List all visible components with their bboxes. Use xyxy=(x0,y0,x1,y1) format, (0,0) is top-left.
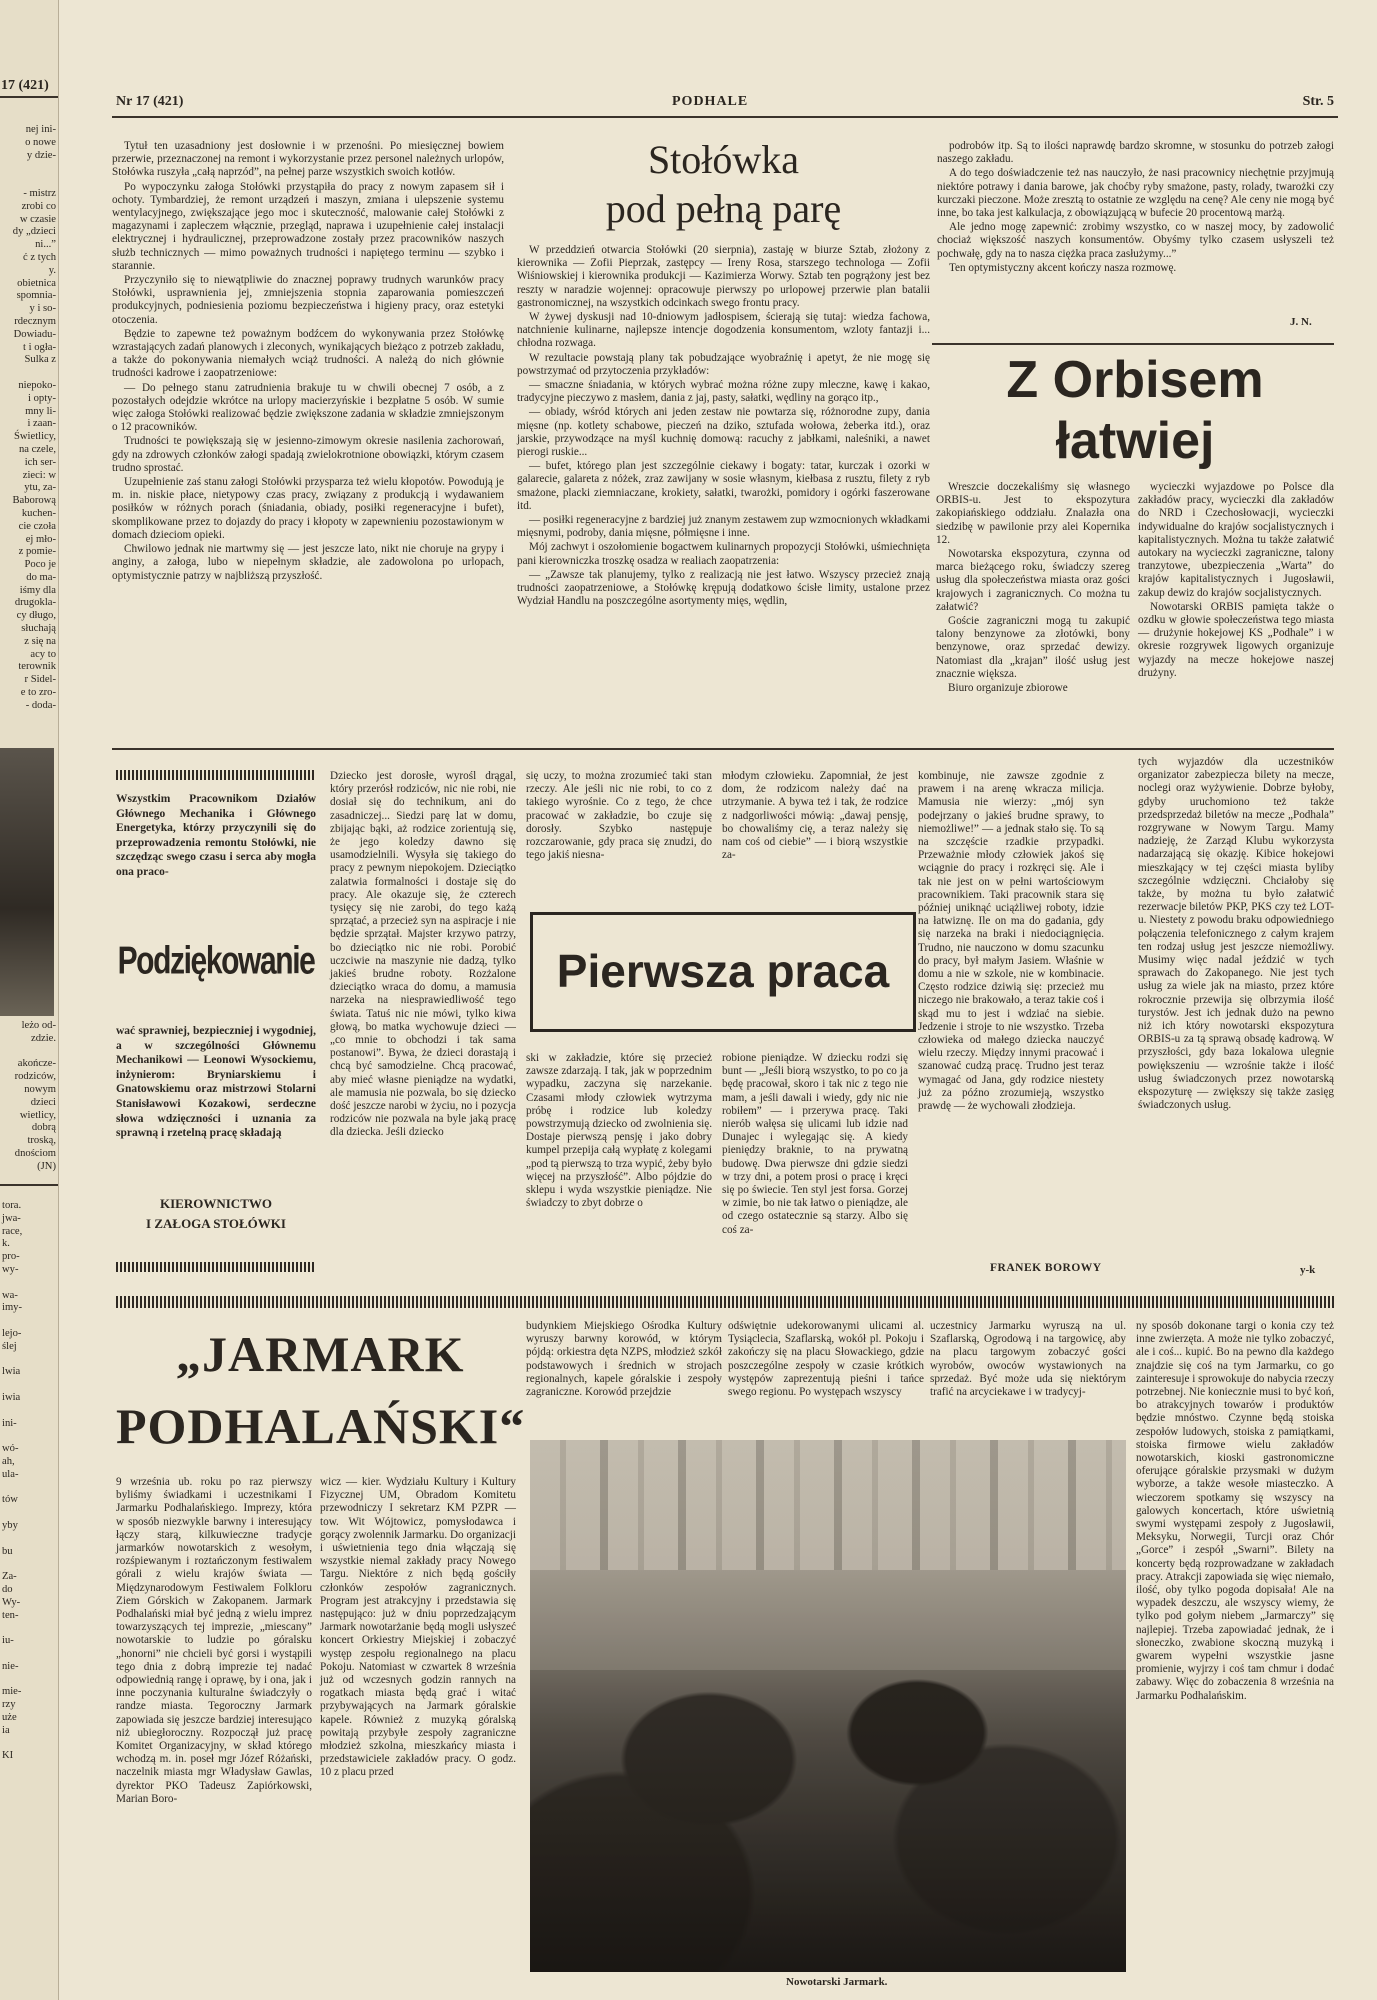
strip-line: Wy- xyxy=(2,1596,21,1608)
paragraph: wycieczki wyjazdowe po Polsce dla zakładów pracy, wycieczki dla zakładów do NRD i Czechosłowacji, wycieczki indywidualne do krajów socjalistycznych i kapitalistycznych. Można tu także załatwić autokary na wycieczki zagraniczne, talony tranzytowe, ubezpieczenia „Warta” do krajów kapitalistycznych i Jugosławii, zakup dewiz do krajów socjalistycznych. xyxy=(1138,481,1334,599)
paragraph: Trudności te powiększają się w jesienno-zimowym okresie nasilenia zachorowań, gdy na zdrowych członków załogi spadają zwielokrotnione obowiązki, którym czasem trudno sprostać. xyxy=(112,435,504,474)
paragraph: W żywej dyskusji nad 10-dniowym jadłospisem, ścierają się tutaj: wiedza fachowa, natchnienie kulinarne, najlepsze intencje dogodzenia konsumentom, wzloty fantazji i... chłodna rozwaga. xyxy=(517,311,930,350)
page-header xyxy=(116,94,1334,116)
strip-line xyxy=(2,1507,56,1520)
strip-line: ula- xyxy=(2,1468,19,1480)
strip-line: spomnia- xyxy=(16,290,56,302)
strip-line xyxy=(2,1277,56,1290)
strip-line: i zaan- xyxy=(27,418,56,430)
orbis-top-rule xyxy=(932,343,1334,345)
left-page-strip xyxy=(0,0,59,2000)
jarmark-photo xyxy=(530,1440,1126,1972)
strip-line: mie- xyxy=(2,1686,22,1698)
orbis-column-1 xyxy=(936,481,1130,739)
strip-line: troską, xyxy=(27,1135,56,1147)
strip-line xyxy=(2,1648,56,1661)
paragraph: Będzie to zapewne też poważnym bodźcem do wykonywania przez Stołówkę wzrastających zadań planowych i zleconych, wynikających bieżąco z potrzeb zakładu, a także do pokonywania niemałych wciąż trudności. A należą do nich głównie trudności kadrowe i zaopatrzeniowe: xyxy=(112,327,504,380)
jarmark-title-line2: PODHALAŃSKI“ xyxy=(116,1398,526,1454)
pierwsza-column-3a: młodym człowieku. Zapomniał, że jest dom, że rodzicom należy dać na utrzymanie. A bywa też i tak, że rodzice z nadgorliwości mówią: „dawaj pensję, bo chowaliśmy cię, a teraz należy się nam coś od ciebie” — i biorą wszystkie za- xyxy=(722,770,908,862)
paragraph: — Do pełnego stanu zatrudnienia brakuje tu w chwili obecnej 7 osób, a z pozostałych odejdzie wkrótce na urlopy macierzyńskie i bezpłatne 5 osób. W sumie więc załoga Stołówki realizować będzie zwiększone zadania w składzie zmniejszonym o 12 pracowników. xyxy=(112,381,504,434)
strip-line: jwa- xyxy=(2,1212,21,1224)
pierwsza-column-2a: się uczy, to można zrozumieć taki stan rzeczy. Ale jeśli nic nie robi, to co z takiego wyrośnie. Co z tego, że chce pracować w zakładzie, bo czuje się dorosły. Szybko następuje rozczarowanie, gdy praca się znudzi, do tego jakiś niesna- xyxy=(526,770,712,862)
strip-line: cie czoła xyxy=(18,520,56,532)
strip-line xyxy=(2,1315,56,1328)
strip-line: y. xyxy=(48,264,56,276)
pierwsza-title-box xyxy=(530,912,916,1032)
header-rule xyxy=(112,116,1338,118)
strip-line: ia xyxy=(2,1724,10,1736)
strip-line: (JN) xyxy=(37,1160,56,1172)
strip-line: do xyxy=(2,1583,13,1595)
strip-line: y dzie- xyxy=(26,149,56,161)
strip-line xyxy=(2,162,56,175)
jarmark-column-1: 9 września ub. roku po raz pierwszy byliśmy świadkami i uczestnikami I Jarmarku Podhalańskiego. Imprezy, która w sposób niezwykle barwny i interesujący łączy starą, kilkuwieczne tradycje jarmarków nowotarskich z wesołym, rozśpiewanym i roztańczonym festiwalem górali z wielu krajów świata — Międzynarodowym Festiwalem Folkloru Ziem Górskich w Zakopanem. Jarmark Podhalański miał być jedną z wielu imprez towarzyszących tej imprezie, „miescany” nowotarskie to ludzie po góralsku „honorni” nie chcieli być gorsi i wystąpili tego dnia z dobrą imprezie tej nadać odpowiednią rangę i oprawę, by i ona, jak i inne poczynania kulturalne świadczyły o randze miasta. Tegoroczny Jarmark zapowiada się jeszcze bardziej interesująco niż ubiegłoroczny. Rozpoczął już pracę Komitet Organizacyjny, w skład którego wchodzą m. in. poseł mgr Józef Różański, naczelnik miasta mgr Władysław Gawlas, dyrektor PKO Tadeusz Zapiórkowski, Marian Boro- xyxy=(116,1476,312,1805)
left-page-text-mid xyxy=(2,1020,56,1180)
strip-line xyxy=(2,1354,56,1367)
stolowka-title-line2: pod pełną parę xyxy=(605,186,842,231)
pierwsza-column-3b: robione pieniądze. W dziecku rodzi się bunt — „Jeśli biorą wszystko, to po co ja będę pracował, skoro i tak nic z tego nie mam, a jeśli dawali i wiedy, gdy nic nie robiłem” — i przerywa pracę. Taki nierób wałęsa się ulicami lub idzie nad Dunajec i wylegając się. A kiedy pieniędzy braknie, to na prywatną budowę. Dwa pierwsze dni gdzie siedzi w trzy dni, a potem prosi o pracę i kręci się po świecie. Ten styl jest forsa. Gorzej w zimie, bo nie tak łatwo o pieniądze, ale od czego ostatecznie są starzy. Albo się coś za- xyxy=(722,1052,908,1236)
left-page-photo xyxy=(0,748,54,1016)
paragraph: Ten optymistyczny akcent kończy nasza rozmowę. xyxy=(949,261,1177,274)
stolowka-title xyxy=(517,136,930,236)
podziekowanie-bottom-stripes xyxy=(116,1262,316,1272)
strip-line: t i ogła- xyxy=(23,341,56,353)
strip-line: wy- xyxy=(2,1263,19,1275)
paragraph: — obiady, wśród których ani jeden zestaw nie powtarza się, różnorodne zupy, dania mięsne (np. kotlety schabowe, pieczeń na dziko, sztufada wołowa, żeberka itd.), oraz jarskie, przywodzące na myśl kuchnię domową: racuchy z jabłkami, naleśniki, a nawet pierogi ruskie... xyxy=(517,406,930,459)
podziekowanie-signature-1: KIEROWNICTWO xyxy=(160,1196,272,1211)
strip-line: i opty- xyxy=(28,392,56,404)
strip-line: dzieci xyxy=(30,1096,56,1108)
strip-line: rzy xyxy=(2,1699,16,1711)
jarmark-photo-crowd xyxy=(530,1670,1126,1972)
stolowka-column-1 xyxy=(112,140,504,740)
strip-line: ej mło- xyxy=(25,533,56,545)
strip-line: r Sidel- xyxy=(24,674,56,686)
strip-line xyxy=(2,1673,56,1686)
strip-line: słuchają xyxy=(21,623,56,635)
strip-line: tów xyxy=(2,1494,18,1506)
strip-line: w czasie xyxy=(19,213,56,225)
paragraph: Biuro organizuje zbiorowe xyxy=(948,682,1068,695)
paragraph: — „Zawsze tak planujemy, tylko z realizacją nie jest łatwo. Wszyscy przecież znają trudności zaopatrzeniowe, a Stołówkę krępują dodatkowo ścisłe limity, ustalone przez Wydział Handlu na poszczególne asortymenty mięs, wędlin, xyxy=(517,568,930,608)
stolowka-title-line1: Stołówka xyxy=(647,137,800,182)
strip-line: nowym xyxy=(24,1083,56,1095)
strip-line: Za- xyxy=(2,1571,17,1583)
strip-line: ten- xyxy=(2,1609,19,1621)
strip-line: Sulka z xyxy=(24,354,56,366)
orbis-title xyxy=(936,350,1334,474)
jarmark-photo-buildings xyxy=(530,1440,1126,1570)
strip-line: Poco je xyxy=(24,559,56,571)
strip-line: zieci: w xyxy=(22,469,56,481)
strip-line: y i so- xyxy=(29,303,56,315)
podziekowanie-title: Podziękowanie xyxy=(117,939,315,983)
strip-line: uże xyxy=(2,1711,17,1723)
strip-line: mny li- xyxy=(25,405,56,417)
strip-line: e to zro- xyxy=(20,687,56,699)
strip-line: cy długo, xyxy=(16,610,56,622)
strip-line: - doda- xyxy=(25,699,56,711)
paragraph: A do tego doświadczenie też nas nauczyło, że nasi pracownicy niechętnie przyjmują niektóre potrawy i dania barowe, jak choćby ryby smażone, pasty, rolady, twarożki czy kurczaki pieczone. Może zresztą to ostatnie ze względu na cenę? Ale ceny nie mogą być inne, bo taka jest kalkulacja, z obowiązującą w bufecie 20 procentową marżą. xyxy=(937,167,1334,220)
strip-line: leżo od- xyxy=(21,1020,56,1031)
strip-line: ć z tych xyxy=(23,251,56,263)
pierwsza-column-2b: ski w zakładzie, które się przecież zawsze zdarzają. I tak, jak w poprzednim wypadku, zaczyna się narzekanie. Czasami młody człowiek wytrzyma próbę i rodzice lub koledzy powstrzymują dziecko od zwolnienia się. Dostaje pierwszą pensję i jako dobry kumpel przepija całą wypłatę z kolegami „pod tą pierwszą to trza wypić, żeby było więcej na przyszłość”. Albo pójdzie do sklepu i wyda wszystkie pieniądze. Nie świadczy to zbyt dobrze o xyxy=(526,1052,712,1210)
paragraph: Przyczyniło się to niewątpliwie do znacznej poprawy trudnych warunków pracy Stołówki, usprawnienia jej, zmniejszenia stopnia zaparowania pomieszczeń produkcyjnych, podniesienia poziomu bezpieczeństwa i higieny pracy, oraz estetyki otoczenia. xyxy=(112,274,504,326)
left-page-text-low xyxy=(2,1200,56,1920)
left-page-header: 17 (421) xyxy=(1,78,49,93)
stolowka-article xyxy=(112,126,932,740)
strip-line: kuchen- xyxy=(21,507,56,519)
podziekowanie-box xyxy=(116,760,316,1272)
strip-line: iśmy dla xyxy=(19,584,56,596)
strip-line: na czele, xyxy=(18,443,56,455)
jarmark-column-2: wicz — kier. Wydziału Kultury i Kultury Fizycznej UM, Obradom Komitetu przewodniczy I sekretarz KM PZPR — tow. Wit Wójtowicz, pomysłodawca i gorący zwolennik Jarmarku. Do organizacji i uświetnienia tego dnia włączają się wszystkie niemal zakłady pracy Nowego Targu. Niektóre z nich będą gościły członków zespołów zagranicznych. Program jest atrakcyjny i przedstawia się następująco: już w dniu poprzedzającym Jarmark nowotarżanie będą mogli usłyszeć koncert Orkiestry Miejskiej i zobaczyć występ zespołu regionalnego na placu Pokoju. Natomiast w czwartek 8 września już od wczesnych godzin rannych na rogatkach miasta będą grać i witać przybywających na Jarmark góralskie kapele. Również z muzyką góralską powitają przybyłe zespoły zagraniczne młodzież szkolna, mieszkańcy miasta i przedstawiciele zakładów pracy. O godz. 10 z placu przed xyxy=(320,1476,516,1779)
issue-number: Nr 17 (421) xyxy=(116,94,184,109)
paragraph: — posiłki regeneracyjne z bardziej już znanym zestawem zup wzmocnionych wkładkami mięsnymi, podroby, dania mięsne, półmięsne i inne. xyxy=(517,514,930,540)
strip-line xyxy=(2,175,56,188)
strip-line xyxy=(2,367,56,380)
jarmark-column-4: odświętnie udekorowanymi ulicami al. Tysiąclecia, Szaflarską, wokół pl. Pokoju i zakończy się na placu Słowackiego, gdzie poszczególne zespoły w czasie krótkich występów zaprezentują pieśni i tańce swego regionu. Po występach wszyscy xyxy=(728,1320,924,1399)
paragraph: Goście zagraniczni mogą tu zakupić talony benzynowe za złotówki, bony benzynowe, oraz sprzedać dewizy. Natomiast dla „krajan” ilość usług jest znacznie większa. xyxy=(936,615,1130,680)
strip-line: do ma- xyxy=(26,571,56,583)
strip-line: niepoko- xyxy=(18,379,56,391)
paragraph: Uzupełnienie zaś stanu załogi Stołówki przysparza też wielu kłopotów. Powodują je m. in. niskie płace, nietypowy czas pracy, związany z produkcją i wydawaniem posiłków w różnych porach (śniadania, obiady, posiłki regeneracyjne i bufet), skomplikowane przez to dojazdy do pracy i kłopoty w zapewnieniu pozostawionym w domach dzieciom opieki. xyxy=(112,476,504,541)
strip-line: akończe- xyxy=(17,1058,56,1070)
orbis-title-line2: łatwiej xyxy=(1055,412,1215,470)
podziekowanie-top-stripes xyxy=(116,770,316,780)
strip-line: wa- xyxy=(2,1289,18,1301)
stolowka-column-2 xyxy=(517,244,930,740)
strip-line: wietlicy, xyxy=(19,1109,56,1121)
strip-line: ah, xyxy=(2,1455,15,1467)
strip-line: rdecznym xyxy=(14,315,56,327)
jarmark-column-6: ny sposób dokonane targi o konia czy też inne zwierzęta. A może nie tylko zobaczyć, ale i coś... kupić. Bo na pewno dla każdego znajdzie się coś na tym Jarmarku, co go zainteresuje i sprowokuje do nabycia rzeczy potrzebnej. Nie koniecznie musi to być koń, bo atrakcyjnych towarów i produktów będzie mnóstwo. Czynne będą stoiska zespołów ludowych, stoiska z pamiątkami, stoiska firmowe wielu zakładów nowotarskich, kioski gastronomiczne oferujące góralskie przysmaki w dużym wyborze, a także wesołe miasteczko. A wieczorem spotkamy się wszyscy na galowych koncertach, które uświetnią swymi występami zespoły z Jugosławii, Meksyku, Norwegii, Turcji oraz Chór „Gorce” i zespół „Swarni”. Bilety na koncerty będą rozprowadzane w zakładach pracy. Atrakcji zapowiada się więc niemało, ilość, oby tylko pogoda dopisała! Ale na wypadek deszczu, ale wszyscy wiemy, że tylko pod gołym niebem „Jarmarczy” się najlepiej. Trzeba zapowiadać jednak, że i słoneczko, zwabione skoczną muzyką i gwarem wypełni wszystkie jasne promienie, wyjrzy i coś tam chmur i dodać zabawy. Więc do zobaczenia 8 września na Jarmarku Podhalańskim. xyxy=(1136,1320,1334,1702)
strip-line: iwia xyxy=(2,1391,21,1403)
strip-line: ni...” xyxy=(35,239,56,251)
paragraph: Tytuł ten uzasadniony jest dosłownie i w przenośni. Po miesięcznej bowiem przerwie, przeznaczonej na remont i wykorzystanie przez personel należnych urlopów, Stołówka ruszyła „całą naprzód”, na pełnej parze wszystkich swoich kotłów. xyxy=(112,140,504,179)
strip-line xyxy=(2,1737,56,1750)
strip-line: ytu, za- xyxy=(24,482,56,494)
paragraph: — smaczne śniadania, w których wybrać można różne zupy mleczne, kawę i kakao, tradycyjne pieczywo z masłem, dania z jaj, pasty, sałatki, wędliny na gorąco itp., xyxy=(517,379,930,405)
newspaper-name: PODHALE xyxy=(672,94,749,109)
strip-line: race, xyxy=(2,1225,23,1237)
strip-line: dnościom xyxy=(14,1147,56,1159)
strip-line: terownik xyxy=(18,661,56,673)
podziekowanie-body: wać sprawniej, bezpieczniej i wygodniej, a w szczególności Głównemu Mechanikowi — Leonowi Wysockiemu, inżynierom: Bryniarskiemu i Gnatowskiemu oraz mistrzowi Stolarni Stanisławowi Kozakowi, serdeczne słowa wdzięczności i uznania za sprawną i rzetelną pracę składają xyxy=(116,1025,316,1140)
jarmark-title xyxy=(116,1318,526,1468)
paragraph: Po wypoczynku załoga Stołówki przystąpiła do pracy z nowym zapasem sił i ochoty. Tymbardziej, że remont urządzeń i maszyn, zmiana i ulepszenie systemu wentylacyjnego, zwiększające jego moc i skuteczność, malowanie całej Stołówki z magazynami i zapleczem włącznie, przegląd, naprawa i uzupełnienie całej instalacji elektrycznej i hydraulicznej, przeprowadzone zostały przez pracowników naszych służb technicznych — mimo poważnych trudności i napiętego terminu — szybko i starannie. xyxy=(112,180,504,272)
strip-line: k. xyxy=(2,1238,10,1250)
orbis-continuation: tych wyjazdów dla uczestników organizator zabezpiecza bilety na mecze, noclegi oraz wyżywienie. Dobrze byłoby, gdyby uruchomiono też także przedsprzedaż biletów na mecze „Podhala” rozgrywane w Nowym Targu. Mamy nadzieję, że Zarząd Klubu wykorzysta nadarzającą się okazję. Kibice hokejowi mieszkający w tej części miasta byliby szczególnie wdzięczni. Chciałoby się także, by można tu było załatwić rezerwacje biletów PKP, PKS czy też LOT-u. Niestety z powodu braku odpowiedniego połączenia telefonicznego z całym krajem ten rodzaj usług jest jeszcze niemożliwy. Musimy więc nadal jeździć w tych sprawach do Zakopanego. Nie jest tych usług za wiele jak na miasto, przez które rokrocznie przewija się olbrzymia ilość turystów. Jest ich jednak dużo na pewno niż ich który nowotarski ekspozytura ORBIS-u za tą sprawą obsadę kadrową. W przyszłości, gdy baza lokalowa ulegnie powiększeniu — wzrośnie także i ilość usług świadczonych przez nowotarską ekspozyturę — zwiększy się także zasięg świadczonych usług. xyxy=(1138,756,1334,1112)
strip-line: nie- xyxy=(2,1660,19,1672)
podziekowanie-signature-2: I ZAŁOGA STOŁÓWKI xyxy=(146,1216,286,1231)
strip-line: wó- xyxy=(2,1443,19,1455)
paragraph: Chwilowo jednak nie martwmy się — jest jeszcze lato, nikt nie choruje na grypy i anginy, a załoga, lubo w niepełnym składzie, ale zadowolona po urlopach, optymistycznie patrzy w najbliższą przyszłość. xyxy=(112,543,504,582)
pierwsza-column-4: kombinuje, nie zawsze zgodnie z prawem i na arenę wkracza milicja. Mamusia nie wierzy: „mój syn podejrzany o jakieś brudne sprawy, to niemożliwe!” — a jednak stało się. To są na szczęście rzadkie przypadki. Przeważnie młody człowiek jakoś się wciągnie do pracy i rozkręci się. Ale i tak nie jest on w pełni wartościowym pracownikiem. Taki pracownik stara się później uniknąć uciążliwej roboty, idzie na łatwiznę. Ile on ma do gadania, gdy się narzeka na braki i niedociągnięcia. Trudno, nie nauczono w domu szacunku do pracy, był małym Jasiem. Właśnie w domu a nie w szkole, nie w kombinacie. Często rodzice dziwią się: przecież mu niczego nie brakowało, a teraz takie coś i skąd mu to jest i wdziać na siebie. Jedzenie i stroje to nie wszystko. Trzeba człowieka od małego dziecka nauczyć wielu rzeczy. Między innymi pracować i szanować cudzą pracę. Trudno jest teraz wymagać od Jana, gdy rodzice niestety już za późno zrozumieją, wszystko prawdę — że wychowali złodzieja. xyxy=(918,770,1104,1113)
pierwsza-column-1: Dziecko jest dorosłe, wyrośl drągal, który przerósł rodziców, nic nie robi, nie dosiał się do technikum, ani do zasadniczej... Siedzi parę lat w domu, zbijając bąki, aż rodzice zorientują się, że jego koledzy dawno się usamodzielnili. Wysyła się takiego do pracy z pewnym niepokojem. Dzieciątko zalatwia formalności i dostaje się do pracy. Ale okazuje się, że czterech tysięcy się nie zarobi, do tego każą sprzątać, a przecież syn na aspiracje i nie będzie sprzątał. Majster krzywo patrzy, bo dzieciątko nic nie robi. Porobić uczciwie na maszynie nie dadzą, tylko jakieś brudne roboty. Rozżalone dzieciątko wraca do domu, a mamusia narzeka na niesprawiedliwość tego świata. Tatuś nic nie mówi, tylko kiwa głową, bo matka wychowuje dzieci — „co mnie to obchodzi i tak sama postanowi”. Bywa, że dzieci dorastają i chcą być samodzielne. Chcą pracować, aby mieć własne pieniądze na wydatki, ale mamusia nie pozwala, bo się dziecko dość jeszcze narobi w życiu, no i pozycja rodziców nie pozwala na byle jaką pracę dla dziecka. Jeśli dziecko xyxy=(330,770,516,1139)
strip-line xyxy=(2,1482,56,1495)
strip-line: nej ini- xyxy=(25,124,56,135)
strip-line xyxy=(2,1622,56,1635)
strip-line: Dowiadu- xyxy=(13,328,56,340)
strip-line: dobrą xyxy=(31,1122,56,1134)
strip-line: z pomie- xyxy=(18,546,56,558)
pierwsza-signature: FRANEK BOROWY xyxy=(990,1262,1102,1274)
strip-line: acy to xyxy=(30,648,56,660)
orbis-signature: y-k xyxy=(1300,1264,1316,1276)
paragraph: podrobów itp. Są to ilości naprawdę bardzo skromne, w stosunku do potrzeb załogi naszego zakładu. xyxy=(937,140,1334,166)
paragraph: W rezultacie powstają plany tak pobudzające wyobraźnię i apetyt, że nie mogę się powstrzymać od przytoczenia przykładów: xyxy=(517,351,930,377)
strip-line: bu xyxy=(2,1545,13,1557)
strip-line: imy- xyxy=(2,1302,23,1314)
strip-line: KI xyxy=(2,1750,14,1762)
paragraph: W przeddzień otwarcia Stołówki (20 sierpnia), zastaję w biurze Sztab, złożony z kierownika — Zofii Pieprzak, zastępcy — Ireny Rosa, starszego technologa — Zofii Wiśniowskiej i kierownika produkcji — Kazimierza Worwy. Sztab ten pogrążony jest bez reszty w naradzie wojennej: opracowuje pierwszy po urlopowej przerwie plan batalii gastronomicznej, na wszystkich odcinkach swego frontu pracy. xyxy=(517,244,930,309)
paragraph: Nowotarski ORBIS pamięta także o ozdku w głowie społeczeństwa tego miasta — drużynie hokejowej KS „Podhale” i w okresie rozgrywek ligowych organizuje wyjazdy na mecze hokejowe naszej drużyny. xyxy=(1138,600,1334,679)
paragraph: Ale jedno mogę zapewnić: zrobimy wszystko, co w naszej mocy, by zadowolić chociaż większość naszych konsumentów. Obyśmy tylko czasem usłyszeli też pochwałę, gdy na to nasza ciężka praca zasłużymy...” xyxy=(937,221,1334,260)
strip-line: Świetlicy, xyxy=(14,431,56,443)
page-number: Str. 5 xyxy=(1302,94,1334,109)
paragraph: Nowotarska ekspozytura, czynna od marca bieżącego roku, świadczy szereg usług dla społeczeństwa miasta oraz gości krajowych i zagranicznych. Co można tu załatwić? xyxy=(936,548,1130,613)
strip-line xyxy=(2,1558,56,1571)
strip-line: yby xyxy=(2,1519,18,1531)
stolowka-signature: J. N. xyxy=(1290,316,1312,328)
orbis-title-line1: Z Orbisem xyxy=(1006,351,1264,409)
strip-line: - mistrz xyxy=(23,187,56,199)
strip-line xyxy=(2,1379,56,1392)
strip-line: lejo- xyxy=(2,1327,22,1339)
strip-line: rodziców, xyxy=(14,1071,56,1083)
left-page-text-top xyxy=(2,124,56,736)
strip-line: iu- xyxy=(2,1635,14,1647)
pierwsza-title: Pierwsza praca xyxy=(556,945,890,997)
paragraph: Mój zachwyt i oszołomienie bogactwem kulinarnych propozycji Stołówki, uśmiechnięta pani kierowniczka troszkę osadza w realiach zaopatrzenia: xyxy=(517,541,930,567)
jarmark-column-3: budynkiem Miejskiego Ośrodka Kultury wyruszy barwny korowód, w którym pójdą: orkiestra dęta NZPS, młodzież szkół podstawowych i średnich w strojach regionalnych, kapele góralskie i zespoły zagraniczne. Korowód przejdzie xyxy=(526,1320,722,1399)
section-separator-stripes xyxy=(116,1296,1334,1308)
strip-line: z się na xyxy=(24,635,56,647)
strip-line xyxy=(2,1046,56,1059)
strip-line xyxy=(2,1430,56,1443)
strip-line xyxy=(2,1405,56,1418)
strip-line: drugokla- xyxy=(14,597,56,609)
strip-line: obietnica xyxy=(17,277,56,289)
jarmark-column-5: uczestnicy Jarmarku wyruszą na ul. Szaflarską, Ogrodową i na targowicę, aby na placu targowym zobaczyć gości wyrobów, owoców wystawionych na sprzedaż. Być może uda się niektórym trafić na arcyciekawe i w tradycyj- xyxy=(930,1320,1126,1399)
jarmark-title-line1: „JARMARK xyxy=(176,1326,465,1382)
strip-line: lwia xyxy=(2,1366,21,1378)
strip-line: zrobi co xyxy=(21,200,56,212)
strip-line xyxy=(2,1533,56,1546)
section-rule-1 xyxy=(112,748,1334,750)
strip-line: tora. xyxy=(2,1200,22,1211)
paragraph: — bufet, którego plan jest szczególnie ciekawy i bogaty: tatar, kurczak i ozorki w galarecie, galareta z nóżek, zraz zawijany w sosie własnym, kiełbasa z rusztu, filety z ryb smażone, placki ziemniaczane, krokiety, sałatki, twarożki, pomidory i ogórki faszerowane itd. xyxy=(517,460,930,512)
strip-line: zdzie. xyxy=(31,1032,56,1044)
strip-line: dy „dzieci xyxy=(12,226,56,238)
orbis-column-2 xyxy=(1138,481,1334,739)
stolowka-column-3 xyxy=(937,140,1334,322)
strip-line: ini- xyxy=(2,1417,17,1429)
podziekowanie-intro: Wszystkim Pracownikom Działów Głównego Mechanika i Głównego Energetyka, którzy przyczynili się do przeprowadzenia remontu Stołówki, nie szczędząc swego czasu i serca aby mogła ona praco- xyxy=(116,793,316,878)
strip-line: ich ser- xyxy=(24,456,56,468)
paragraph: Wreszcie doczekaliśmy się własnego ORBIS-u. Jest to ekspozytura zakopiańskiego oddziału. Znalazła ona siedzibę w pawilonie przy alei Kopernika 12. xyxy=(936,481,1130,546)
strip-line: pro- xyxy=(2,1251,20,1263)
strip-line: Baborową xyxy=(12,495,56,507)
strip-line: o nowe xyxy=(25,136,56,148)
jarmark-photo-caption: Nowotarski Jarmark. xyxy=(786,1976,888,1988)
strip-line: ślej xyxy=(2,1340,17,1352)
